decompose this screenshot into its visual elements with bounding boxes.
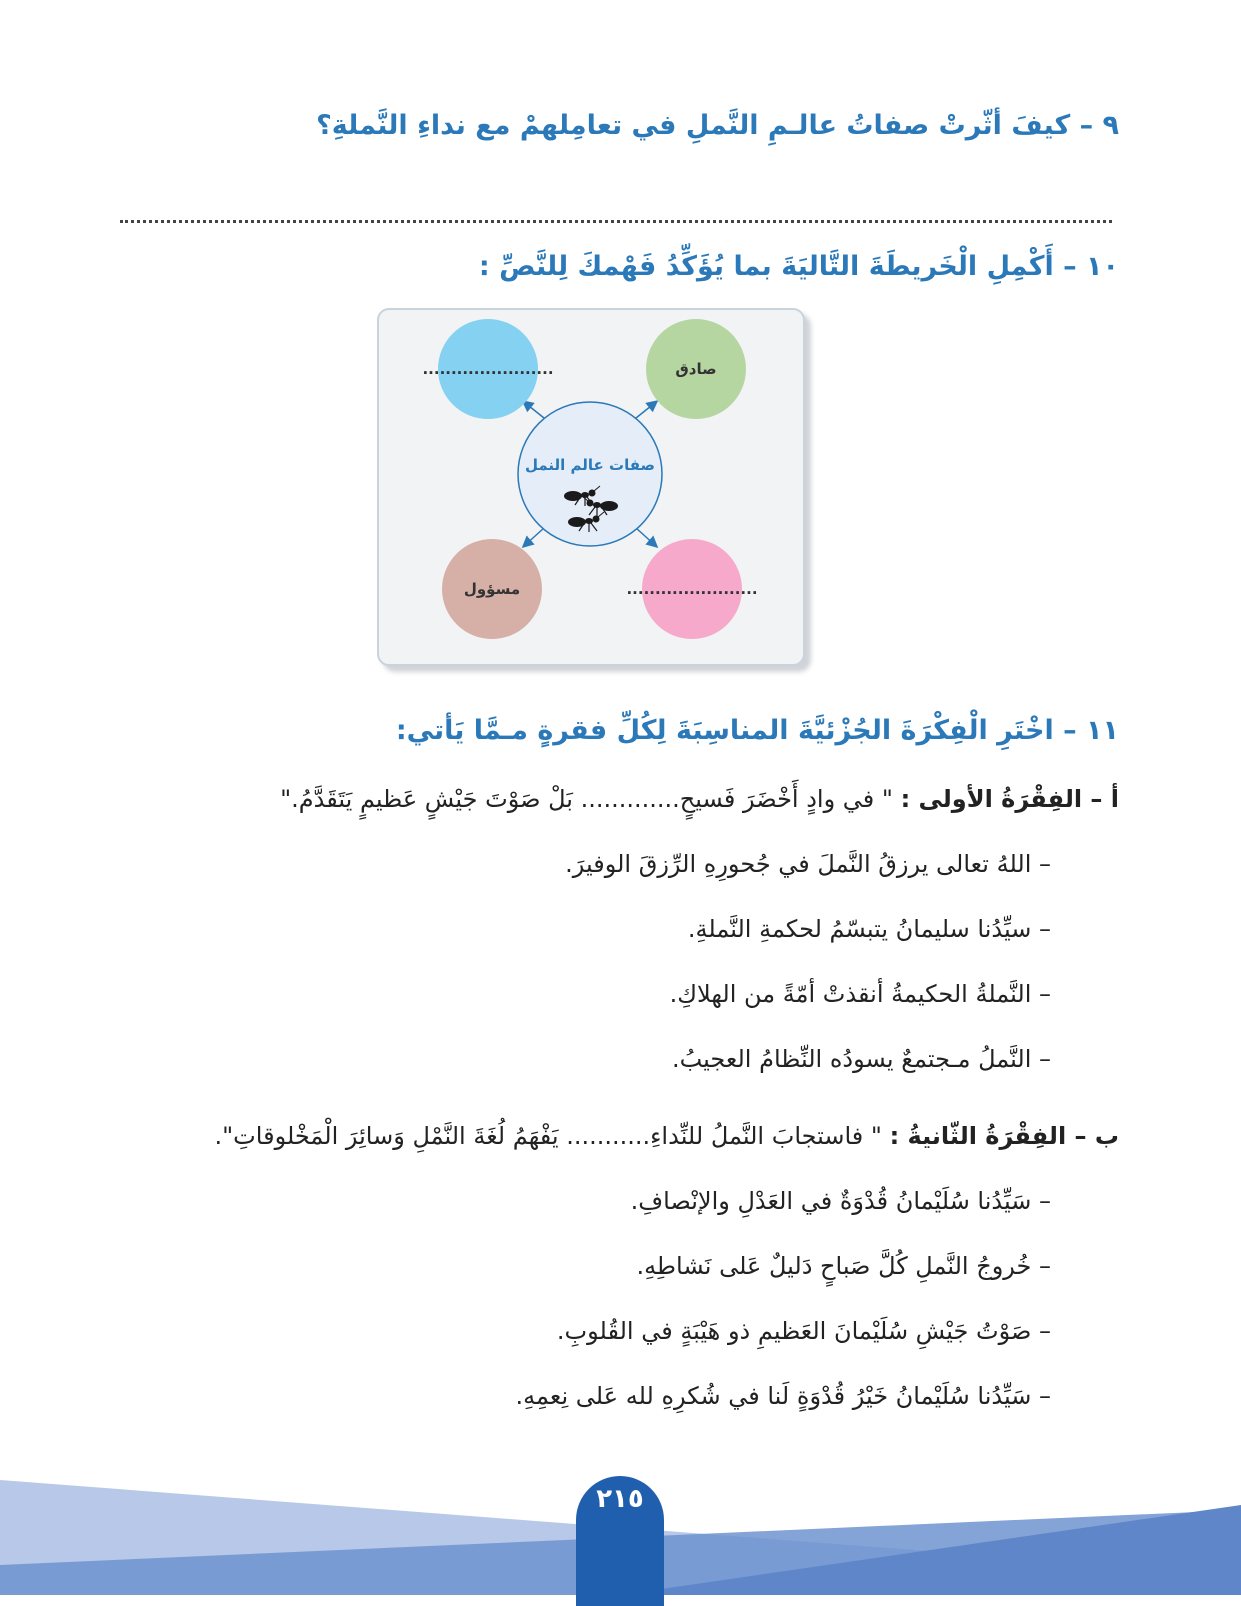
option-a-2[interactable]: – سيِّدُنا سليمانُ يتبسّمُ لحكمةِ النَّملةِ. [687,915,1051,943]
option-b-2[interactable]: – خُروجُ النَّملِ كُلَّ صَباحٍ دَليلٌ عَلى نَشاطِهِ. [636,1252,1051,1280]
paragraph-a-lead: أ – الفِقْرَةُ الأولى : [900,785,1119,813]
center-bubble [518,402,662,546]
concept-map-panel [377,308,805,666]
concept-map [379,310,803,664]
question-9-title: ٩ – كيفَ أثّرتْ صفاتُ عالـمِ النَّملِ في تعامِلهمْ مع نداءِ النَّملةِ؟ [316,110,1119,141]
paragraph-a-quote: " في وادٍ أَخْضَرَ فَسيحٍ............. بَلْ صَوْتَ جَيْشٍ عَظيمٍ يَتَقَدَّمُ." [280,785,901,813]
paragraph-b-lead: ب – الفِقْرَةُ الثّانيةُ : [889,1122,1119,1150]
bubble-bottom-right-blank[interactable]: ....................... [626,580,758,598]
bubble-top-left-blank[interactable]: ....................... [422,360,554,378]
option-b-3[interactable]: – صَوْتُ جَيْشِ سُلَيْمانَ العَظيمِ ذو هَيْبَةٍ في القُلوبِ. [556,1317,1051,1345]
arrow-bottom-left [524,528,544,546]
option-a-1[interactable]: – اللهُ تعالى يرزقُ النَّملَ في جُحورِهِ الرِّزقَ الوفيرَ. [565,850,1051,878]
page-number: ٢١٥ [596,1484,644,1514]
answer-dotted-line[interactable] [120,196,1112,223]
question-11-title: ١١ – اخْتَرِ الْفِكْرَةَ الجُزْئيَّةَ المناسِبَةَ لِكُلِّ فقرةٍ مـمَّا يَأتي: [395,715,1119,746]
center-bubble-label: صفات عالم النمل [524,456,656,474]
paragraph-b-heading [215,1122,1119,1150]
bubble-top-right-label: صادق [675,360,717,378]
paragraph-b-quote: " فاستجابَ النَّملُ للنِّداءِ........... يَفْهَمُ لُغَةَ النَّمْلِ وَسائِرَ الْمَخْلوقاتِ". [214,1122,890,1150]
paragraph-a-heading [280,785,1119,813]
option-a-3[interactable]: – النَّملةُ الحكيمةُ أنقذتْ أمّةً من الهلاكِ. [669,980,1051,1008]
arrow-bottom-right [636,528,656,546]
option-b-4[interactable]: – سَيِّدُنا سُلَيْمانُ خَيْرُ قُدْوَةٍ لَنا في شُكرِهِ لله عَلى نِعمِهِ. [515,1382,1051,1410]
bubble-bottom-left-label: مسؤول [463,580,521,598]
option-b-1[interactable]: – سَيِّدُنا سُلَيْمانُ قُدْوَةٌ في العَدْلِ والإنْصافِ. [630,1187,1051,1215]
question-10-title: ١٠ – أَكْمِلِ الْخَريطَةَ التَّاليَةَ بما يُؤَكِّدُ فَهْمكَ لِلنَّصِّ : [478,251,1119,282]
option-a-4[interactable]: – النَّملُ مـجتمعٌ يسودُه النِّظامُ العجيبُ. [671,1045,1051,1073]
arrow-top-right [636,402,656,418]
arrow-top-left [524,402,544,418]
